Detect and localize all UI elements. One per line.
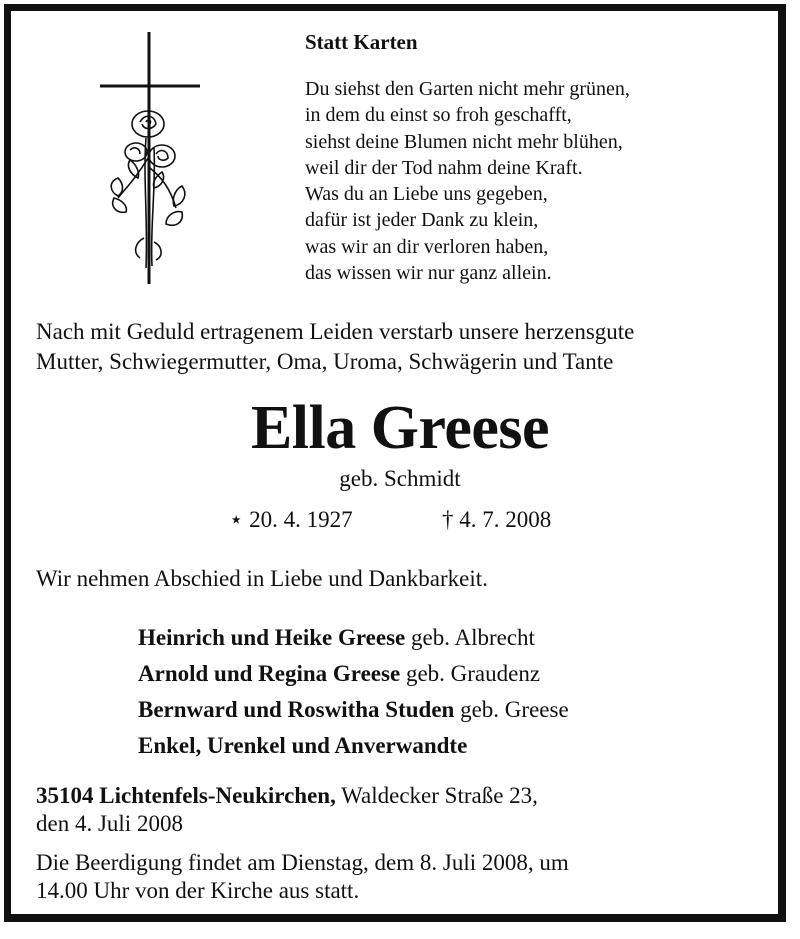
intro-text bbox=[36, 317, 634, 377]
funeral-info bbox=[36, 849, 569, 905]
poem-line: Was du an Liebe uns gegeben, bbox=[305, 183, 548, 206]
cross-with-roses-icon bbox=[96, 28, 206, 290]
poem-line: dafür ist jeder Dank zu klein, bbox=[305, 209, 539, 232]
mourners-list bbox=[138, 620, 569, 764]
mourner-names: Arnold und Regina Greese bbox=[138, 661, 401, 686]
funeral-line: 14.00 Uhr von der Kirche aus statt. bbox=[36, 878, 360, 903]
maiden-name: geb. Schmidt bbox=[339, 466, 461, 491]
poem-line: was wir an dir verloren haben, bbox=[305, 235, 549, 258]
death-date: † 4. 7. 2008 bbox=[442, 507, 552, 532]
address-date: den 4. Juli 2008 bbox=[36, 811, 183, 836]
poem-line: weil dir der Tod nahm deine Kraft. bbox=[305, 156, 583, 179]
address-street: Waldecker Straße 23, bbox=[335, 783, 538, 808]
mourner-names: Enkel, Urenkel und Anverwandte bbox=[138, 733, 468, 758]
funeral-line: Die Beerdigung findet am Dienstag, dem 8. Juli 2008, um bbox=[36, 850, 569, 875]
mourner-line bbox=[138, 656, 569, 692]
mourner-line bbox=[138, 728, 569, 764]
mourner-note: geb. Albrecht bbox=[405, 625, 535, 650]
poem-line: siehst deine Blumen nicht mehr blühen, bbox=[305, 130, 623, 153]
address-city: 35104 Lichtenfels-Neukirchen, bbox=[36, 783, 336, 808]
poem bbox=[305, 76, 630, 286]
mourner-names: Heinrich und Heike Greese bbox=[138, 625, 406, 650]
mourner-note: geb. Greese bbox=[454, 697, 569, 722]
poem-line: in dem du einst so froh geschafft, bbox=[305, 104, 572, 127]
deceased-name: Ella Greese bbox=[250, 394, 550, 462]
statt-karten-heading: Statt Karten bbox=[305, 30, 418, 54]
address-block bbox=[36, 782, 538, 838]
mourner-note: geb. Graudenz bbox=[400, 661, 541, 686]
intro-line: Mutter, Schwiegermutter, Oma, Uroma, Schwägerin und Tante bbox=[36, 349, 614, 374]
mourner-line bbox=[138, 620, 569, 656]
mourner-names: Bernward und Roswitha Studen bbox=[138, 697, 455, 722]
poem-line: Du siehst den Garten nicht mehr grünen, bbox=[305, 78, 630, 100]
address-line bbox=[36, 782, 538, 810]
birth-date: ⋆ 20. 4. 1927 bbox=[229, 507, 353, 532]
mourner-line bbox=[138, 692, 569, 728]
poem-line: das wissen wir nur ganz allein. bbox=[305, 262, 552, 285]
farewell-text: Wir nehmen Abschied in Liebe und Dankbarkeit. bbox=[36, 566, 488, 591]
intro-line: Nach mit Geduld ertragenem Leiden verstarb unsere herzensgute bbox=[36, 319, 635, 344]
